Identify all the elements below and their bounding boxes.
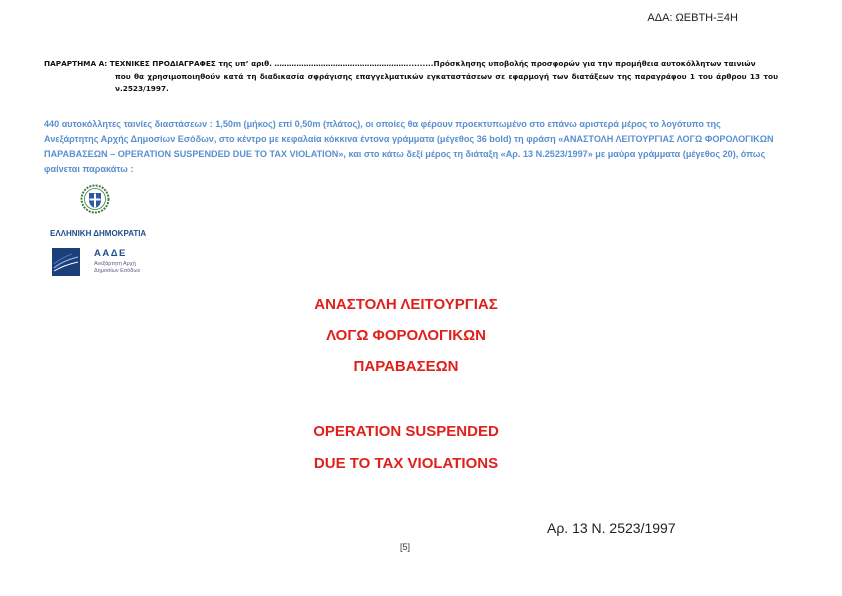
sample-english-line2: DUE TO TAX VIOLATIONS [313,455,499,472]
aade-subtitle-line1: Ανεξάρτητη Αρχή [94,261,136,267]
aade-logo-icon [52,248,80,276]
aade-subtitle [94,261,140,275]
greek-emblem-icon [80,184,110,214]
specification-paragraph: 440 αυτοκόλλητες ταινίες διαστάσεων : 1,50m (μήκος) επί 0,50m (πλάτος), οι οποίες θα φέρουν προεκτυπωμένο στο επάνω αριστερά μέρος το λογότυπο της Ανεξάρτητης Αρχής Δημοσίων Εσόδων, στο κέντρο με κεφαλαία κόκκινα έντονα γράμματα (μέγεθος 36 bold) τη φράση «ΑΝΑΣΤΟΛΗ ΛΕΙΤΟΥΡΓΙΑΣ ΛΟΓΩ ΦΟΡΟΛΟΓΙΚΩΝ ΠΑΡΑΒΑΣΕΩΝ – OPERATION SUSPENDED DUE TO TAX VIOLATION», και στο κάτω δεξί μέρος τη διάταξη «Αρ. 13 Ν.2523/1997» με μαύρα γράμματα (μέγεθος 20), όπως φαίνεται παρακάτω : [44,119,774,174]
hellenic-republic-label: ΕΛΛΗΝΙΚΗ ΔΗΜΟΚΡΑΤΙΑ [50,229,147,238]
ada-code: ΑΔΑ: ΩΕΒΤΗ-Ξ4Η [647,12,738,24]
sample-greek-line1: ΑΝΑΣΤΟΛΗ ΛΕΙΤΟΥΡΓΙΑΣ [314,296,498,313]
sample-english-line1: OPERATION SUSPENDED [313,423,499,440]
page-number: [5] [400,542,411,552]
annex-heading [44,58,778,96]
sample-greek-line3: ΠΑΡΑΒΑΣΕΩΝ [353,358,459,375]
sample-greek-line2: ΛΟΓΩ ΦΟΡΟΛΟΓΙΚΩΝ [326,327,486,344]
law-reference: Αρ. 13 Ν. 2523/1997 [547,520,676,536]
aade-title: ΑΑΔΕ [94,248,127,259]
aade-subtitle-line2: Δημοσίων Εσόδων [94,268,141,274]
annex-heading-line1: ΠΑΡΑΡΤΗΜΑ Α: ΤΕΧΝΙΚΕΣ ΠΡΟΔΙΑΓΡΑΦΕΣ της υπ’ αριθ. ………………………………………………..........Πρόσκλησης υποβολής προσφορών για την προμήθεια αυτοκόλλητων ταινιών [44,59,756,68]
annex-heading-line2: που θα χρησιμοποιηθούν κατά τη διαδικασία σφράγισης επαγγελματικών εγκαταστάσεων σε εφαρμογή των διατάξεων της παραγράφου 1 του άρθρου 13 του ν.2523/1997. [115,71,778,93]
